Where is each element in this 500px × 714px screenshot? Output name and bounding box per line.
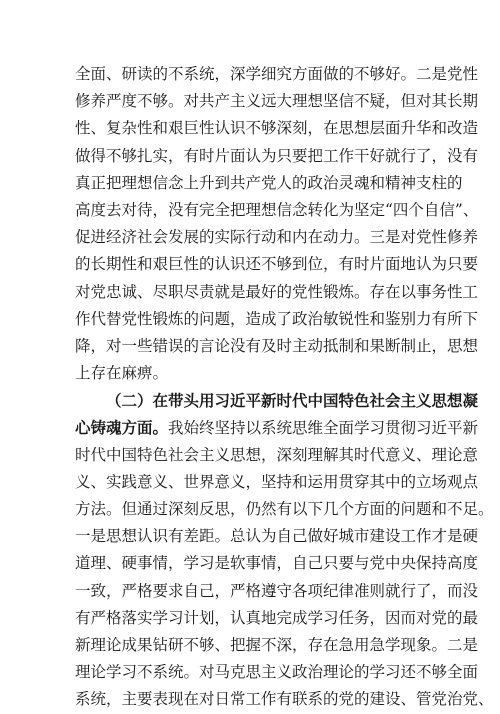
text-line: 方法。但通过深刻反思，仍然有以下几个方面的问题和不足。: [75, 500, 494, 518]
section-heading: （二）在带头用习近平新时代中国特色社会主义思想凝: [106, 391, 479, 411]
text-line: 促进经济社会发展的实际行动和内在动力。三是对党性修养: [75, 228, 479, 247]
text-line: 做得不够扎实，有时片面认为只要把工作干好就行了，没有: [75, 146, 479, 165]
text-line: 上存在麻痹。: [75, 364, 169, 383]
text-line: 真正把理想信念上升到共产党人的政治灵魂和精神支柱的: [75, 173, 463, 192]
text-span: 我始终坚持以系统思维全面学习贯彻习近平新: [168, 419, 479, 438]
text-line: 时代中国特色社会主义思想，深刻理解其时代意义、理论意: [75, 445, 479, 464]
text-line: 高度去对待，没有完全把理想信念转化为坚定“四个自信”、: [75, 200, 479, 219]
text-line: 义、实践意义、世界意义，坚持和运用贯穿其中的立场观点: [75, 472, 479, 491]
text-line: 的长期性和艰巨性的认识还不够到位，有时片面地认为只要: [75, 255, 479, 274]
text-line: 理论学习不系统。对马克思主义政治理论的学习还不够全面: [75, 663, 479, 682]
text-line: 性、复杂性和艰巨性认识不够深刻，在思想层面升华和改造: [75, 119, 479, 138]
text-line: 一是思想认识有差距。总认为自己做好城市建设工作才是硬: [75, 527, 479, 546]
text-line: 一致，严格要求自己，严格遵守各项纪律准则就行了，而没: [75, 581, 479, 600]
text-line: 作代替党性锻炼的问题，造成了政治敏锐性和鉴别力有所下: [75, 309, 479, 328]
text-line: 有严格落实学习计划，认真地完成学习任务，因而对党的最: [75, 608, 479, 627]
text-line: 新理论成果钻研不够、把握不深，存在急用急学现象。二是: [75, 635, 479, 654]
paragraph-1: [75, 61, 479, 387]
document-body: [75, 61, 494, 714]
text-line: 道理、硬事情，学习是软事情，自己只要与党中央保持高度: [75, 554, 479, 573]
text-line: [75, 414, 479, 441]
text-line: 系统，主要表现在对日常工作有联系的党的建设、管党治党、: [75, 690, 494, 709]
section-heading-continued: 心铸魂方面。: [75, 418, 169, 438]
text-line: 修养严度不够。对共产主义远大理想坚信不疑，但对其长期: [75, 92, 479, 111]
text-line: 降，对一些错误的言论没有及时主动抵制和果断制止，思想: [75, 336, 479, 355]
text-line: 对党忠诚、尽职尽责就是最好的党性锻炼。存在以事务性工: [75, 282, 479, 301]
text-line: 全面、研读的不系统，深学细究方面做的不够好。二是党性: [75, 65, 479, 83]
paragraph-2: [75, 387, 494, 713]
